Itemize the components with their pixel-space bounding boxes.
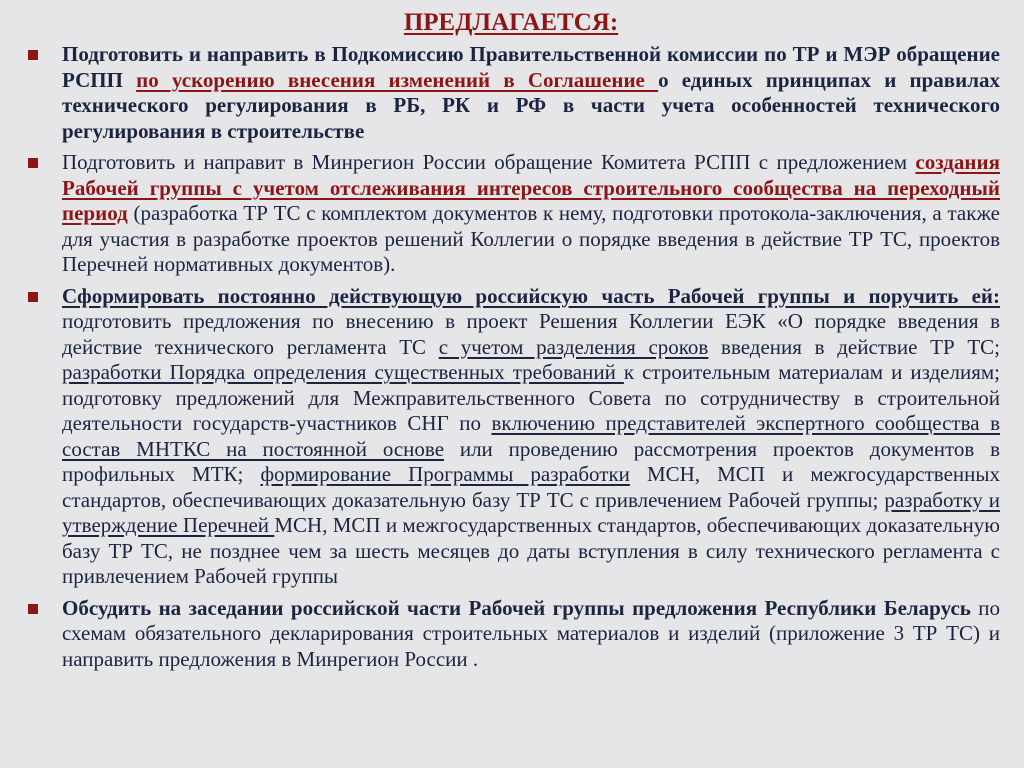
square-bullet-icon xyxy=(28,158,38,168)
list-item-3 xyxy=(22,284,1000,590)
item-4-text: Обсудить на заседании российской части Рабочей группы предложения Республики Беларусь по схемам обязательного декларирования строительных материалов и изделий (приложение 3 ТР ТС) и направить предложения в Минрегион России . xyxy=(62,595,1000,671)
item-3-text: Сформировать постоянно действующую российскую часть Рабочей группы и поручить ей: подготовить предложения по внесению в проект Решения Коллегии ЕЭК «О порядке введения в действие технического регламента ТС с учетом разделения сроков введения в действие ТР ТС; разработки Порядка определения существенных требований к строительным материалам и изделиям; подготовку предложений для Межправительственного Совета по сотрудничеству в строительной деятельности государств-участников СНГ по включению представителей экспертного сообщества в состав МНТКС на постоянной основе или проведению рассмотрения проектов документов в профильных МТК; формирование Программы разработки МСН, МСП и межгосударственных стандартов, обеспечивающих доказательную базу ТР ТС с привлечением Рабочей группы; разработку и утверждение Перечней МСН, МСП и межгосударственных стандартов, обеспечивающих доказательную базу ТР ТС, не позднее чем за шесть месяцев до даты вступления в силу технического регламента с привлечением Рабочей группы xyxy=(62,283,1001,588)
highlight-phrase: по ускорению внесения изменений в Соглашение xyxy=(136,67,659,92)
item-2-text: Подготовить и направит в Минрегион России обращение Комитета РСПП с предложением создания Рабочей группы с учетом отслеживания интересов строительного сообщества на переходный период (разработка ТР ТС с комплектом документов к нему, подготовки протокола-заключения, а также для участия в разработке проектов решений Коллегии о порядке введения в действие ТР ТС, проектов Перечней нормативных документов). xyxy=(62,150,1000,276)
item-4-lead: Обсудить на заседании российской части Рабочей группы предложения Республики Беларусь xyxy=(62,595,971,620)
underlined-phrase: с учетом разделения сроков xyxy=(438,334,709,359)
underlined-phrase: формирование Программы разработки xyxy=(260,462,630,486)
item-1-text: Подготовить и направить в Подкомиссию Правительственной комиссии по ТР и МЭР обращение РСПП по ускорению внесения изменений в Соглашение о единых принципах и правилах технического регулирования в РБ, РК и РФ в части учета особенностей технического регулирования в строительстве xyxy=(62,42,1001,143)
slide-title-text: ПРЕДЛАГАЕТСЯ: xyxy=(403,9,619,36)
underlined-phrase: разработку и утверждение Перечней xyxy=(62,487,1001,537)
list-item-1 xyxy=(22,42,1000,144)
square-bullet-icon xyxy=(28,604,38,614)
underlined-phrase: разработки Порядка определения существенных требований xyxy=(62,360,624,384)
underlined-phrase: включению представителей экспертного сообщества в состав МНТКС на постоянной основе xyxy=(62,411,1000,461)
item-3-lead: Сформировать постоянно действующую российскую часть Рабочей группы и поручить ей: xyxy=(62,283,1000,308)
slide-title xyxy=(22,8,1000,38)
square-bullet-icon xyxy=(28,50,38,60)
square-bullet-icon xyxy=(28,292,38,302)
list-item-2 xyxy=(22,150,1000,278)
proposal-list xyxy=(22,42,1000,672)
highlight-phrase: создания Рабочей группы с учетом отслеживания интересов строительного сообщества на переходный период xyxy=(62,150,1000,225)
list-item-4 xyxy=(22,596,1000,673)
